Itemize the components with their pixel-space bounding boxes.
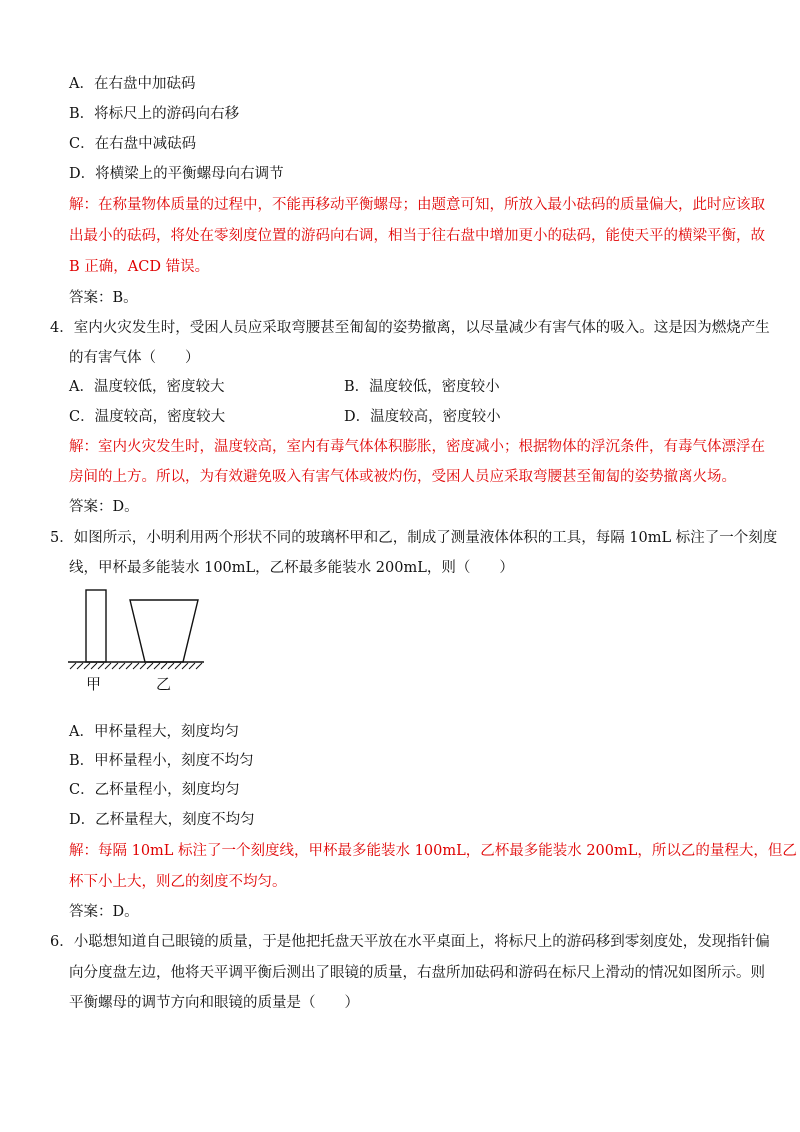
q3-option-c: C．在右盘中减砝码 bbox=[69, 136, 197, 152]
q3-answer: 答案：B。 bbox=[69, 290, 138, 306]
q3-explanation-line-2: 出最小的砝码，将处在零刻度位置的游码向右调，相当于往右盘中增加更小的砝码，能使天平的横梁平衡，故 bbox=[69, 228, 765, 244]
label-yi: 乙 bbox=[156, 675, 172, 693]
q4-option-a: A．温度较低，密度较大 bbox=[69, 379, 225, 395]
q5-stem-line-2: 线，甲杯最多能装水 100mL，乙杯最多能装水 200mL，则（ ） bbox=[69, 560, 514, 576]
q3-option-d: D．将横梁上的平衡螺母向右调节 bbox=[69, 166, 284, 182]
q4-explanation-line-2: 房间的上方。所以，为有效避免吸入有害气体或被灼伤，受困人员应采取弯腰甚至匍匐的姿势撤离火场。 bbox=[69, 469, 736, 485]
q5-explanation-line-1: 解：每隔 10mL 标注了一个刻度线，甲杯最多能装水 100mL，乙杯最多能装水 200mL，所以乙的量程大，但乙 bbox=[69, 843, 797, 859]
q5-option-c: C．乙杯量程小，刻度均匀 bbox=[69, 782, 240, 798]
q4-stem-line-1: 4．室内火灾发生时，受困人员应采取弯腰甚至匍匐的姿势撤离，以尽量减少有害气体的吸入。这是因为燃烧产生 bbox=[50, 320, 770, 336]
table-hatching bbox=[70, 663, 202, 669]
q3-explanation-line-3: B 正确，ACD 错误。 bbox=[69, 259, 210, 275]
q5-answer: 答案：D。 bbox=[69, 904, 139, 920]
q4-stem-line-2: 的有害气体（ ） bbox=[69, 350, 200, 366]
q6-stem-line-1: 6．小聪想知道自己眼镜的质量，于是他把托盘天平放在水平桌面上，将标尺上的游码移到零刻度处，发现指针偏 bbox=[50, 934, 770, 950]
q5-option-a: A．甲杯量程大，刻度均匀 bbox=[69, 724, 239, 740]
q4-explanation-line-1: 解：室内火灾发生时，温度较高，室内有毒气体体积膨胀，密度减小；根据物体的浮沉条件，有毒气体漂浮在 bbox=[69, 439, 765, 455]
cup-yi bbox=[130, 600, 198, 662]
q4-option-c: C．温度较高，密度较大 bbox=[69, 409, 226, 425]
q5-stem-line-1: 5．如图所示，小明利用两个形状不同的玻璃杯甲和乙，制成了测量液体体积的工具，每隔 10mL 标注了一个刻度 bbox=[50, 530, 778, 546]
cup-jia bbox=[86, 590, 106, 662]
q5-option-b: B．甲杯量程小，刻度不均匀 bbox=[69, 753, 254, 769]
q3-option-b: B．将标尺上的游码向右移 bbox=[69, 106, 240, 122]
q4-answer: 答案：D。 bbox=[69, 499, 139, 515]
q3-explanation-line-1: 解：在称量物体质量的过程中，不能再移动平衡螺母；由题意可知，所放入最小砝码的质量偏大，此时应该取 bbox=[69, 197, 765, 213]
q6-stem-line-3: 平衡螺母的调节方向和眼镜的质量是（ ） bbox=[69, 995, 359, 1011]
q3-option-a: A．在右盘中加砝码 bbox=[69, 76, 196, 92]
q6-stem-line-2: 向分度盘左边，他将天平调平衡后测出了眼镜的质量，右盘所加砝码和游码在标尺上滑动的情况如图所示。则 bbox=[69, 965, 765, 981]
cups-figure bbox=[66, 586, 206, 696]
label-jia: 甲 bbox=[86, 675, 102, 693]
q4-option-b: B．温度较低，密度较小 bbox=[344, 379, 500, 395]
q4-option-d: D．温度较高，密度较小 bbox=[344, 409, 501, 425]
q5-option-d: D．乙杯量程大，刻度不均匀 bbox=[69, 812, 255, 828]
q5-explanation-line-2: 杯下小上大，则乙的刻度不均匀。 bbox=[69, 874, 287, 890]
